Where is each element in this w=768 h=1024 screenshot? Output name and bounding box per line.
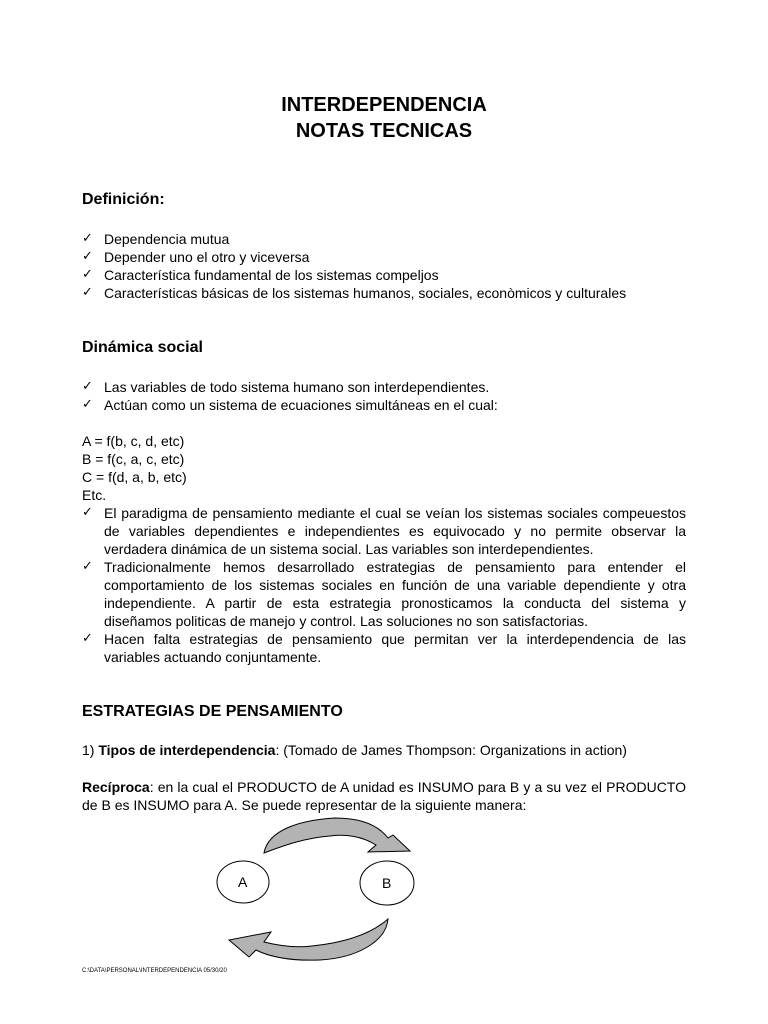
check-mark-icon: ✓ — [82, 397, 93, 412]
node-a-label: A — [238, 874, 248, 890]
check-mark-icon: ✓ — [82, 285, 93, 300]
section-heading-definicion: Definición: — [82, 191, 165, 208]
equation-etc: Etc. — [82, 487, 107, 503]
check-mark-icon: ✓ — [82, 249, 93, 264]
tipos-bold: Tipos de interdependencia — [98, 742, 276, 758]
list-item: ✓ Depender uno el otro y viceversa — [82, 249, 310, 265]
footer-path: C:\DATA\PERSONAL\INTERDEPENDENCIA 05/30/20 — [82, 968, 227, 974]
document-title-line1: INTERDEPENDENCIA — [281, 94, 487, 116]
check-mark-icon: ✓ — [82, 379, 93, 394]
list-item: ✓ Actúan como un sistema de ecuaciones simultáneas en el cual: — [82, 397, 498, 413]
document-title-line2: NOTAS TECNICAS — [295, 120, 473, 142]
list-item: ✓ Tradicionalmente hemos desarrollado estrategias de pensamiento para entender el comportamiento de los sistemas sociales en función de una variable dependiente y otra independiente. A partir de esta estrategia pronosticamos la conducta del sistema y diseñamos politicas de manejo y control. Las soluciones no son satisfactorias. — [82, 559, 686, 629]
tipos-rest: : (Tomado de James Thompson: Organizations in action) — [275, 742, 627, 758]
top-arrow-icon — [264, 818, 410, 853]
reciproca-rest: : en la cual el PRODUCTO de A unidad es INSUMO para B y a su vez el PRODUCTO de B es INSUMO para A. Se puede representar de la siguiente manera: — [82, 779, 686, 813]
list-item: ✓ Hacen falta estrategias de pensamiento que permitan ver la interdependencia de las variables actuando conjuntamente. — [82, 631, 686, 665]
bottom-arrow-icon — [229, 919, 388, 960]
node-b-label: B — [382, 875, 392, 891]
check-mark-icon: ✓ — [82, 231, 93, 246]
check-mark-icon: ✓ — [82, 631, 93, 646]
check-mark-icon: ✓ — [82, 267, 93, 282]
list-item: ✓ Las variables de todo sistema humano son interdependientes. — [82, 379, 490, 395]
equation-line: C = f(d, a, b, etc) — [82, 469, 187, 485]
section-heading-estrategias: ESTRATEGIAS DE PENSAMIENTO — [82, 703, 343, 720]
reciproca-bold: Recíproca — [82, 779, 150, 795]
check-mark-icon: ✓ — [82, 505, 93, 520]
equation-line: A = f(b, c, d, etc) — [82, 433, 185, 449]
list-item: ✓ Características básicas de los sistemas humanos, sociales, econòmicos y culturales — [82, 285, 627, 301]
equation-line: B = f(c, a, c, etc) — [82, 451, 185, 467]
section-heading-dinamica: Dinámica social — [82, 339, 203, 356]
check-mark-icon: ✓ — [82, 559, 93, 574]
list-item: ✓ Dependencia mutua — [82, 231, 230, 247]
list-item: ✓ El paradigma de pensamiento mediante el cual se veían los sistemas sociales compeuestos de variables dependientes e independientes es equivocado y no permite observar la verdadera dinámica de un sistema social. Las variables son interdependientes. — [82, 505, 686, 557]
list-item: ✓ Característica fundamental de los sistemas compeljos — [82, 267, 439, 283]
tipos-number: 1) — [82, 742, 99, 758]
